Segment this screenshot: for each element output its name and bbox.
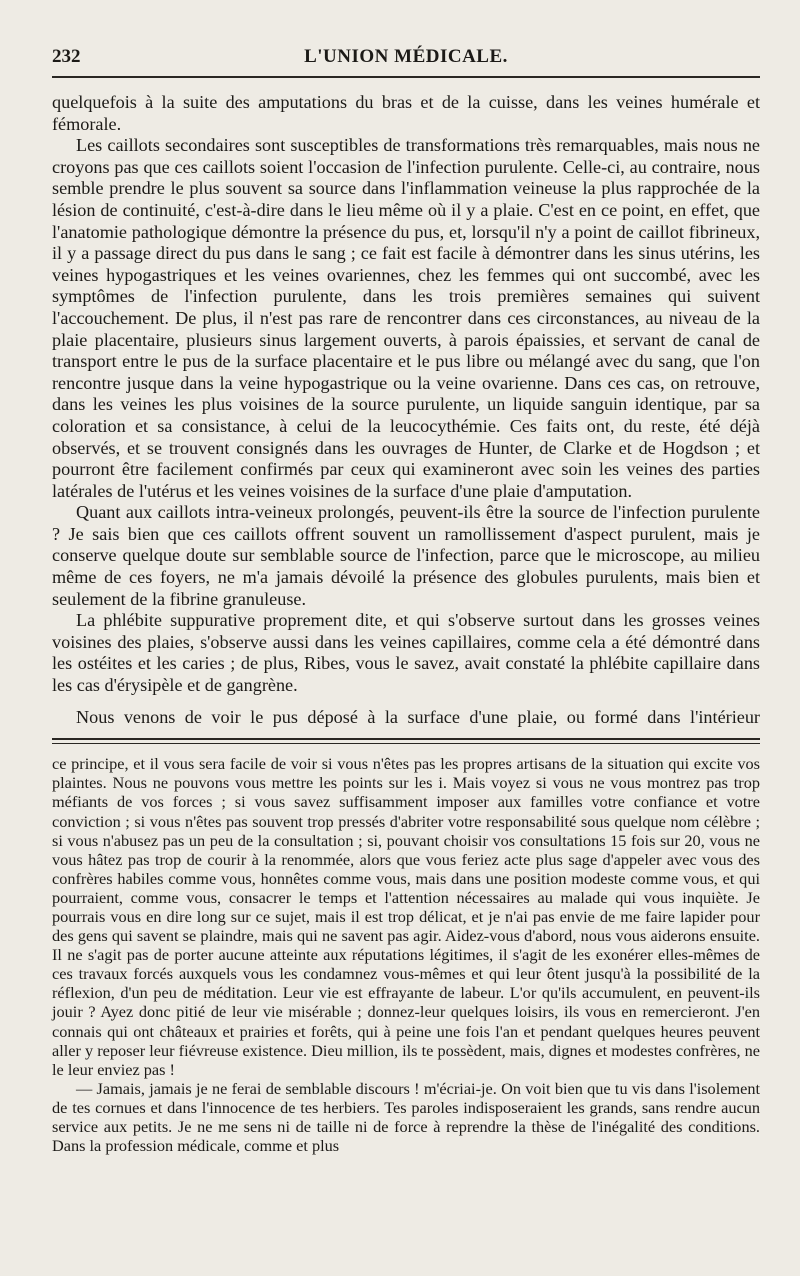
- footnote-separator: [52, 738, 760, 744]
- paragraph: quelquefois à la suite des amputations du bras et de la cuisse, dans les veines humérale et fémorale.: [52, 92, 760, 134]
- footnote-paragraph: — Jamais, jamais je ne ferai de semblable discours ! m'écriai-je. On voit bien que tu vis dans l'isolement de tes cornues et dans l'innocence de tes herbiers. Tes paroles indisposeraient les grands, sans rendre aucun service aux petits. Je ne me sens ni de taille ni de force à reprendre la thèse de l'inégalité des conditions. Dans la profession médicale, comme et plus: [52, 1078, 760, 1156]
- running-title: L'UNION MÉDICALE.: [304, 46, 508, 67]
- header-rule: [52, 76, 760, 78]
- main-text: [52, 92, 760, 728]
- footnote-separator-inner: [52, 743, 760, 744]
- footnote-paragraph: ce principe, et il vous sera facile de voir si vous n'êtes pas les propres artisans de la situation qui excite vos plaintes. Nous ne pouvons vous mettre les points sur les i. Mais voyez si vous ne vous montrez pas trop méfiants de vos forces ; si vous savez suffisamment imposer aux familles votre confiance et votre conviction ; si vous n'êtes pas souvent trop pressés d'abriter votre responsabilité sous quelque nom célèbre ; si vous n'abusez pas un peu de la consultation ; si, pouvant choisir vos consultations 15 fois sur 20, vous ne vous hâtez pas trop de courir à la renommée, alors que vous feriez acte plus sage d'appeler avec vous des confrères habiles comme vous, honnêtes comme vous, mais dans une position modeste comme vous, et qui pourraient, comme vous, consacrer le temps et l'attention nécessaires au malade qui vous inquiète. Je pourrais vous en dire long sur ce sujet, mais il est trop délicat, et je n'ai pas envie de me faire lapider pour des gens qui savent se plaindre, mais qui ne savent pas agir. Aidez-vous d'abord, nous vous aiderons ensuite. Il ne s'agit pas de porter aucune atteinte aux réputations légitimes, il s'agit de les exonérer elles-mêmes de ces travaux forcés auxquels vous les condamnez vous-mêmes et qui leur ôtent jusqu'à la possibilité de la réflexion, d'un peu de méditation. Leur vie est effrayante de labeur. L'or qu'ils accumulent, en peuvent-ils jouir ? Ayez donc pitié de leur vie misérable ; donnez-leur quelques loisirs, ils vous en remercieront. J'en connais qui ont châteaux et prairies et forêts, qui à peine une fois l'an et pendant quelques heures peuvent aller y reposer leur fiévreuse existence. Dieu million, ils te possèdent, mais, dignes et modestes confrères, ne le leur enviez pas !: [52, 754, 760, 1079]
- footnote-text: [52, 754, 760, 1155]
- paragraph: La phlébite suppurative proprement dite, et qui s'observe surtout dans les grosses veines voisines des plaies, s'observe aussi dans les veines capillaires, comme cela a été démontré dans les ostéites et les caries ; de plus, Ribes, vous le savez, avait constaté la phlébite capillaire dans les cas d'érysipèle et de gangrène.: [52, 610, 760, 696]
- page-number: 232: [52, 46, 81, 67]
- paragraph: Nous venons de voir le pus déposé à la surface d'une plaie, ou formé dans l'intérieur: [76, 706, 760, 727]
- page-header: [52, 40, 760, 70]
- section-gap: [52, 697, 760, 707]
- paragraph: Les caillots secondaires sont susceptibles de transformations très remarquables, mais nous ne croyons pas que ces caillots soient l'occasion de l'infection purulente. Celle-ci, au contraire, nous semble prendre le plus souvent sa source dans l'inflammation veineuse la plus rapprochée de la lésion de continuité, c'est-à-dire dans le lieu même où il y a plaie. C'est en ce point, en effet, que l'anatomie pathologique démontre la présence du pus, et, lorsqu'il n'y a point de caillot fibrineux, il y a passage direct du pus dans le sang ; ce fait est facile à démontrer dans les sinus utérins, les veines hypogastriques et les veines ovariennes, chez les femmes qui ont succombé, avec les symptômes de l'infection purulente, dans les trois premières semaines qui suivent l'accouchement. De plus, il n'est pas rare de rencontrer dans ces circonstances, au niveau de la plaie placentaire, plusieurs sinus largement ouverts, à parois épaissies, et servant de canal de transport entre le pus de la surface placentaire et le pus libre ou mélangé avec du sang, que l'on rencontre jusque dans la veine hypogastrique ou la veine ovarienne. Dans ces cas, on retrouve, dans les veines les plus voisines de la source purulente, un liquide sanguin identique, par sa coloration et sa consistance, à celui de la leucocythémie. Ces faits ont, du reste, été déjà observés, et se trouvent consignés dans les ouvrages de Hunter, de Clarke et de Hogdson ; et pourront être facilement confirmés par ceux qui examineront avec soin les veines des parties latérales de l'utérus et les veines voisines de la surface d'une plaie d'amputation.: [52, 135, 760, 501]
- paragraph: Quant aux caillots intra-veineux prolongés, peuvent-ils être la source de l'infection purulente ? Je sais bien que ces caillots offrent souvent un ramollissement d'aspect purulent, mais je conserve quelque doute sur semblable source de l'infection, parce que le microscope, au milieu même de ces foyers, ne m'a jamais dévoilé la présence des globules purulents, mais bien et seulement de la fibrine granuleuse.: [52, 502, 760, 609]
